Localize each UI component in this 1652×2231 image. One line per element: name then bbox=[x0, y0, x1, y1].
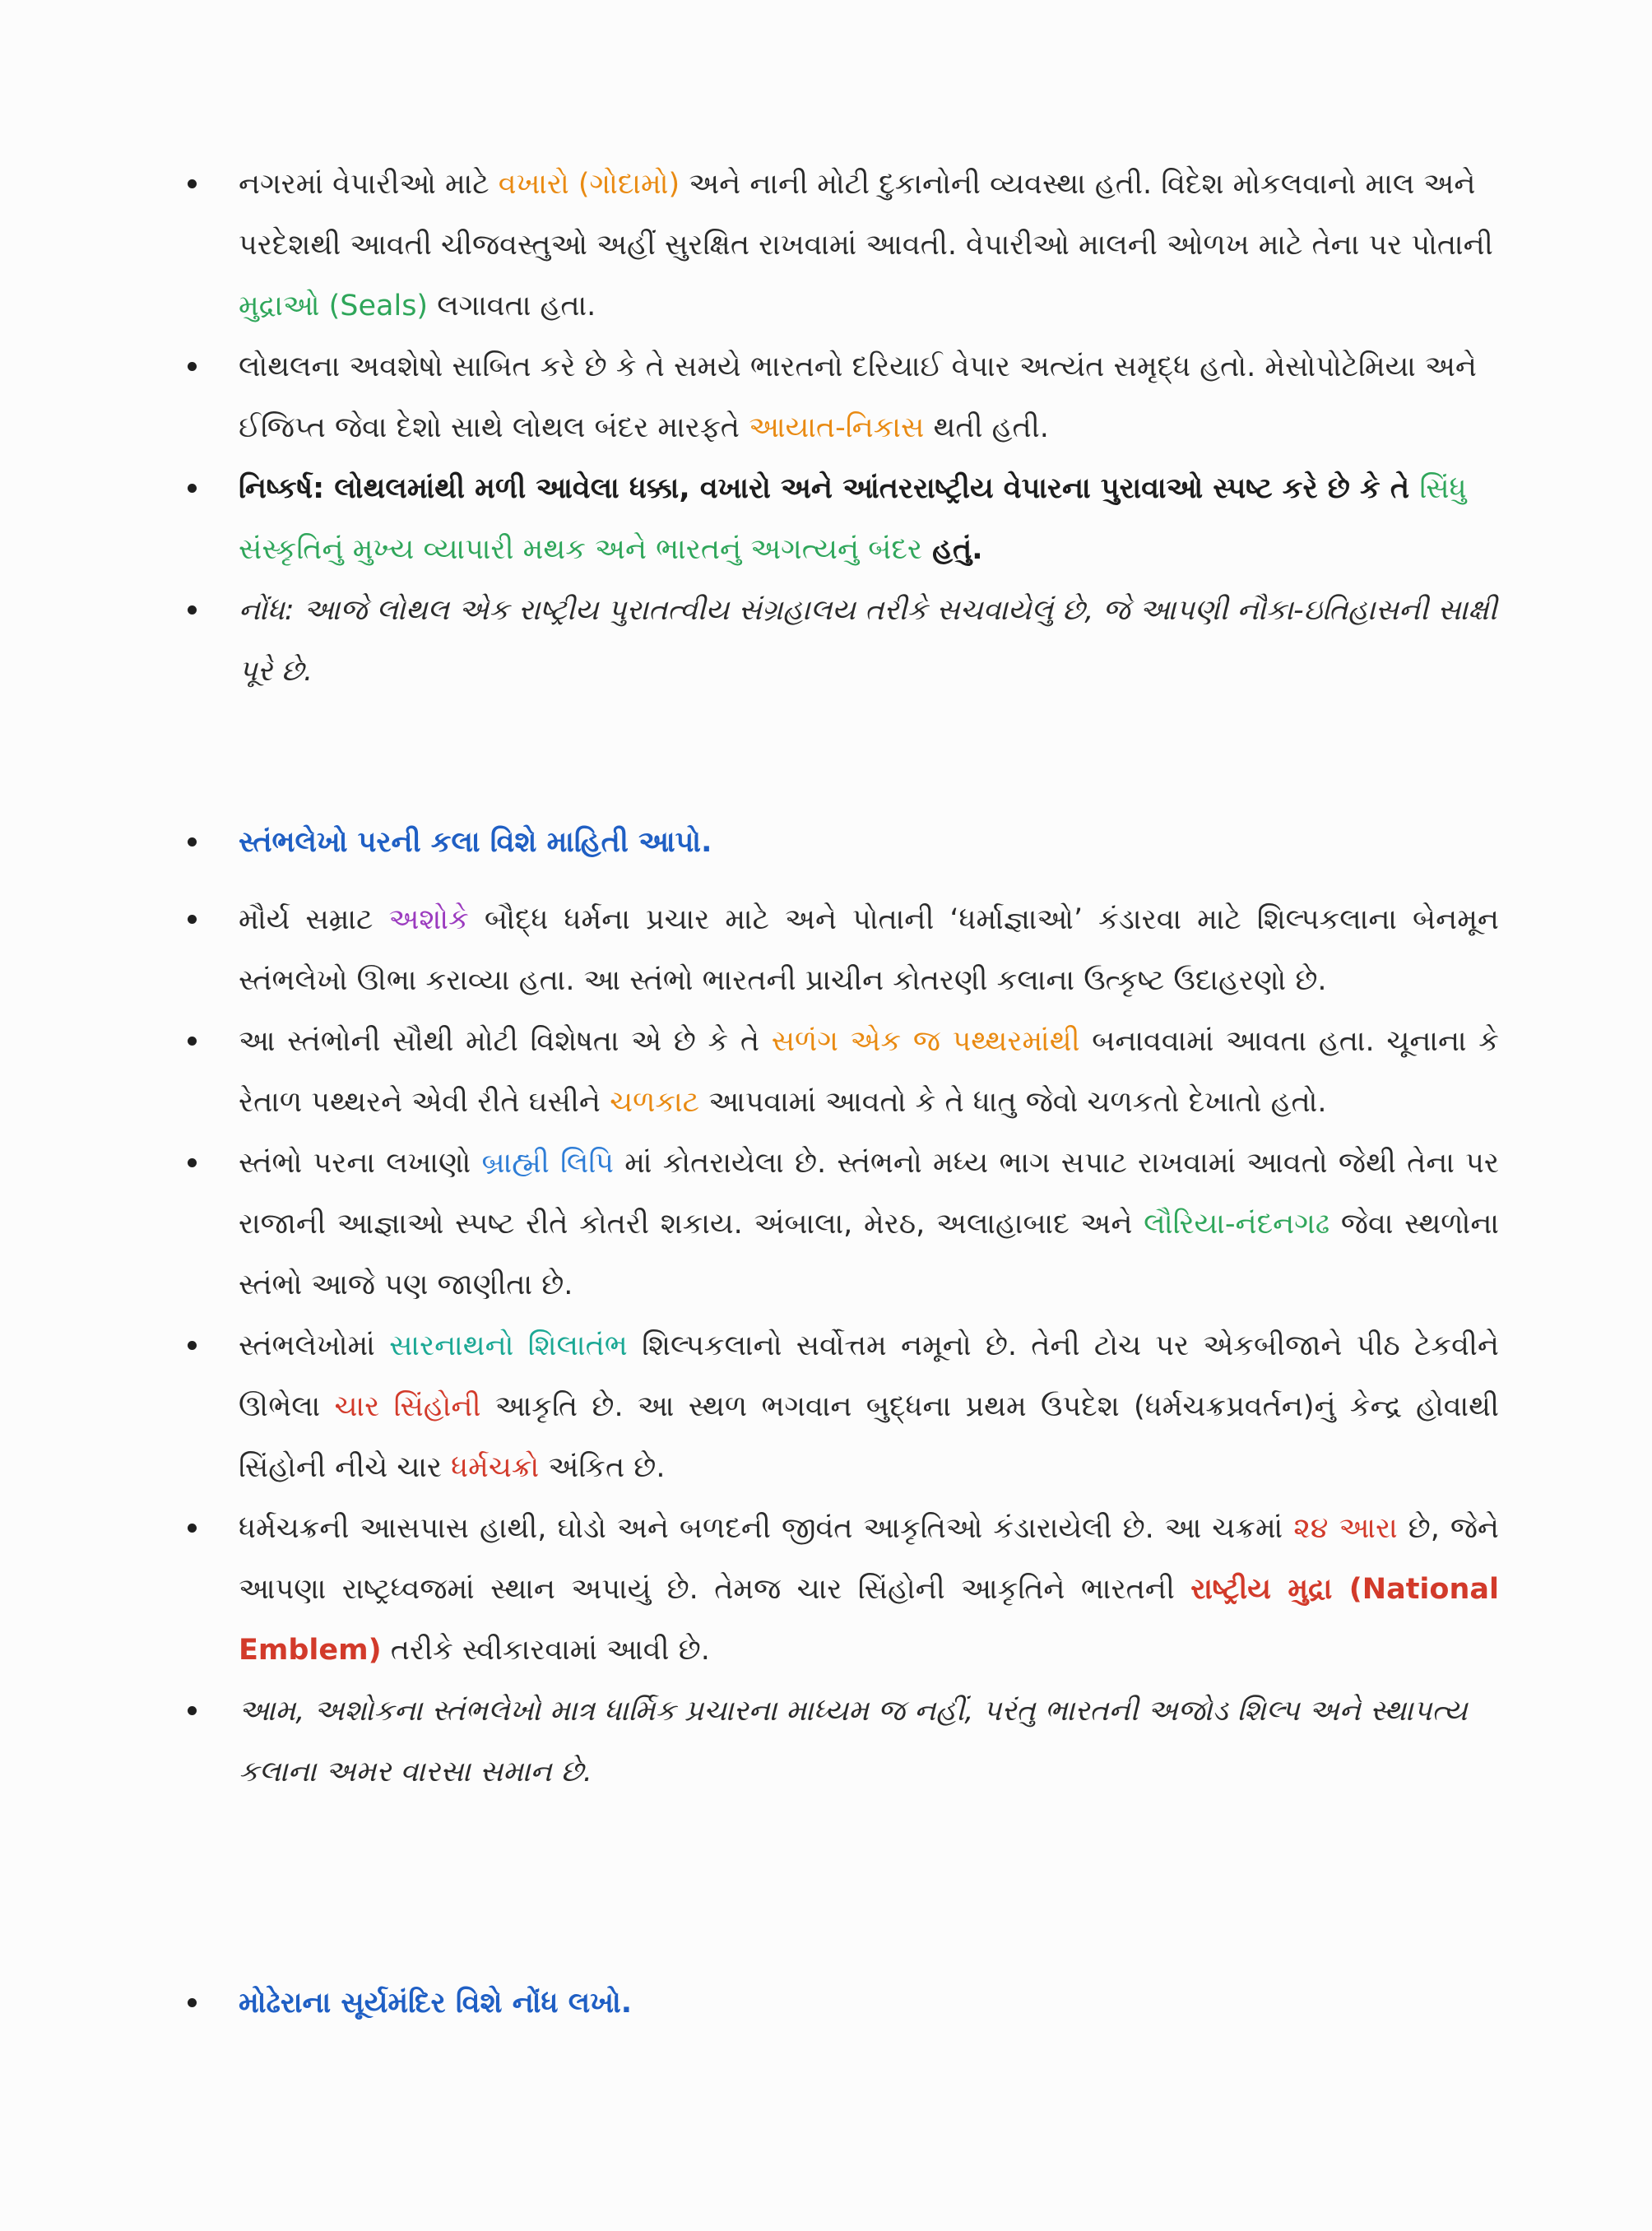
pillar-art-list bbox=[0, 812, 1652, 1802]
list-item-brahmi: સ્તંભો પરના લખાણો બ્રાહ્મી લિપિ માં કોતરાયેલા છે. સ્તંભનો મધ્ય ભાગ સપાટ રાખવામાં આવતો જેથી તેના પર રાજાની આજ્ઞાઓ સ્પષ્ટ રીતે કોતરી શકાય. અંબાલા, મેરઠ, અલાહાબાદ અને લૌરિયા-નંદનગઢ જેવા સ્થળોના સ્તંભો આજે પણ જાણીતા છે. bbox=[239, 1133, 1499, 1315]
bullet-icon bbox=[188, 1706, 197, 1715]
bullet-icon bbox=[188, 1037, 197, 1046]
highlight-four-lions: ચાર સિંહોની bbox=[334, 1390, 481, 1423]
highlight-seals: મુદ્રાઓ (Seals) bbox=[239, 290, 429, 322]
list-item-conclusion: નિષ્કર્ષ: લોથલમાંથી મળી આવેલા ધક્કા, વખારો અને આંતરરાષ્ટ્રીય વેપારના પુરાવાઓ સ્પષ્ટ કરે છે કે તે સિંધુ સંસ્કૃતિનું મુખ્ય વ્યાપારી મથક અને ભારતનું અગત્યનું બંદર હતું. bbox=[239, 458, 1499, 580]
list-item-sarnath: સ્તંભલેખોમાં સારનાથનો શિલાતંભ શિલ્પકલાનો સર્વોત્તમ નમૂનો છે. તેની ટોચ પર એકબીજાને પીઠ ટેકવીને ઊભેલા ચાર સિંહોની આકૃતિ છે. આ સ્થળ ભગવાન બુદ્ધના પ્રથમ ઉપદેશ (ધર્મચક્રપ્રવર્તન)નું કેન્દ્ર હોવાથી સિંહોની નીચે ચાર ધર્મચક્રો અંકિત છે. bbox=[239, 1315, 1499, 1498]
bullet-icon bbox=[188, 605, 197, 615]
modhera-list bbox=[0, 1973, 1652, 2034]
bullet-icon bbox=[188, 362, 197, 371]
list-item-note: નોંધ: આજે લોથલ એક રાષ્ટ્રીય પુરાતત્વીય સંગ્રહાલય તરીકે સચવાયેલું છે, જે આપણી નૌકા-ઇતિહાસની સાક્ષી પૂરે છે. bbox=[239, 580, 1499, 702]
highlight-dharmachakras: ધર્મચક્રો bbox=[451, 1451, 540, 1484]
bullet-icon bbox=[188, 1341, 197, 1350]
highlight-single-stone: સળંગ એક જ પથ્થરમાંથી bbox=[771, 1025, 1080, 1058]
question-heading-modhera: મોઢેરાના સૂર્યમંદિર વિશે નોંધ લખો. bbox=[239, 1973, 1499, 2034]
bullet-icon bbox=[188, 179, 197, 188]
highlight-indus-port: સિંધુ સંસ્કૃતિનું મુખ્ય વ્યાપારી મથક અને ભારતનું અગત્યનું બંદર bbox=[239, 472, 1467, 566]
highlight-brahmi: બ્રાહ્મી લિપિ bbox=[481, 1147, 614, 1180]
lothal-notes-list bbox=[0, 154, 1652, 702]
highlight-ashoka: અશોકે bbox=[388, 903, 469, 936]
list-item-ashoka: મૌર્ય સમ્રાટ અશોકે બૌદ્ધ ધર્મના પ્રચાર માટે અને પોતાની ‘ધર્માજ્ઞાઓ’ કંડારવા માટે શિલ્પકલાના બેનમૂન સ્તંભલેખો ઊભા કરાવ્યા હતા. આ સ્તંભો ભારતની પ્રાચીન કોતરણી કલાના ઉત્કૃષ્ટ ઉદાહરણો છે. bbox=[239, 889, 1499, 1011]
bullet-icon bbox=[188, 484, 197, 493]
list-item-warehouses: નગરમાં વેપારીઓ માટે વખારો (ગોદામો) અને નાની મોટી દુકાનોની વ્યવસ્થા હતી. વિદેશ મોકલવાનો માલ અને પરદેશથી આવતી ચીજવસ્તુઓ અહીં સુરક્ષિત રાખવામાં આવતી. વેપારીઓ માલની ઓળખ માટે તેના પર પોતાની મુદ્રાઓ (Seals) લગાવતા હતા. bbox=[239, 154, 1499, 336]
list-item-monolithic: આ સ્તંભોની સૌથી મોટી વિશેષતા એ છે કે તે સળંગ એક જ પથ્થરમાંથી બનાવવામાં આવતા હતા. ચૂનાના કે રેતાળ પથ્થરને એવી રીતે ઘસીને ચળકાટ આપવામાં આવતો કે તે ધાતુ જેવો ચળકતો દેખાતો હતો. bbox=[239, 1011, 1499, 1133]
list-item-summary: આમ, અશોકના સ્તંભલેખો માત્ર ધાર્મિક પ્રચારના માધ્યમ જ નહીં, પરંતુ ભારતની અજોડ શિલ્પ અને સ્થાપત્ય કલાના અમર વારસા સમાન છે. bbox=[239, 1681, 1499, 1802]
highlight-24-spokes: ૨૪ આરા bbox=[1293, 1512, 1398, 1545]
highlight-national-emblem: રાષ્ટ્રીય મુદ્રા (National Emblem) bbox=[239, 1573, 1499, 1667]
bullet-icon bbox=[188, 915, 197, 924]
highlight-warehouses: વખારો (ગોદામો) bbox=[498, 168, 680, 201]
highlight-import-export: આયાત-નિકાસ bbox=[749, 411, 925, 444]
highlight-polish: ચળકાટ bbox=[610, 1086, 700, 1119]
bullet-icon bbox=[188, 1524, 197, 1533]
list-item-maritime-trade: લોથલના અવશેષો સાબિત કરે છે કે તે સમયે ભારતનો દરિયાઈ વેપાર અત્યંત સમૃદ્ધ હતો. મેસોપોટેમિયા અને ઈજિપ્ત જેવા દેશો સાથે લોથલ બંદર મારફતે આયાત-નિકાસ થતી હતી. bbox=[239, 336, 1499, 458]
list-item-emblem: ધર્મચક્રની આસપાસ હાથી, ઘોડો અને બળદની જીવંત આકૃતિઓ કંડારાયેલી છે. આ ચક્રમાં ૨૪ આરા છે, જેને આપણા રાષ્ટ્રધ્વજમાં સ્થાન અપાયું છે. તેમજ ચાર સિંહોની આકૃતિને ભારતની રાષ્ટ્રીય મુદ્રા (National Emblem) તરીકે સ્વીકારવામાં આવી છે. bbox=[239, 1498, 1499, 1681]
bullet-icon bbox=[188, 1158, 197, 1167]
highlight-sarnath: સારનાથનો શિલાતંભ bbox=[389, 1329, 628, 1362]
question-heading-pillar-art: સ્તંભલેખો પરની કલા વિશે માહિતી આપો. bbox=[239, 812, 1499, 873]
bullet-icon bbox=[188, 1998, 197, 2007]
highlight-lauriya: લૌરિયા-નંદનગઢ bbox=[1144, 1208, 1330, 1241]
bullet-icon bbox=[188, 837, 197, 846]
